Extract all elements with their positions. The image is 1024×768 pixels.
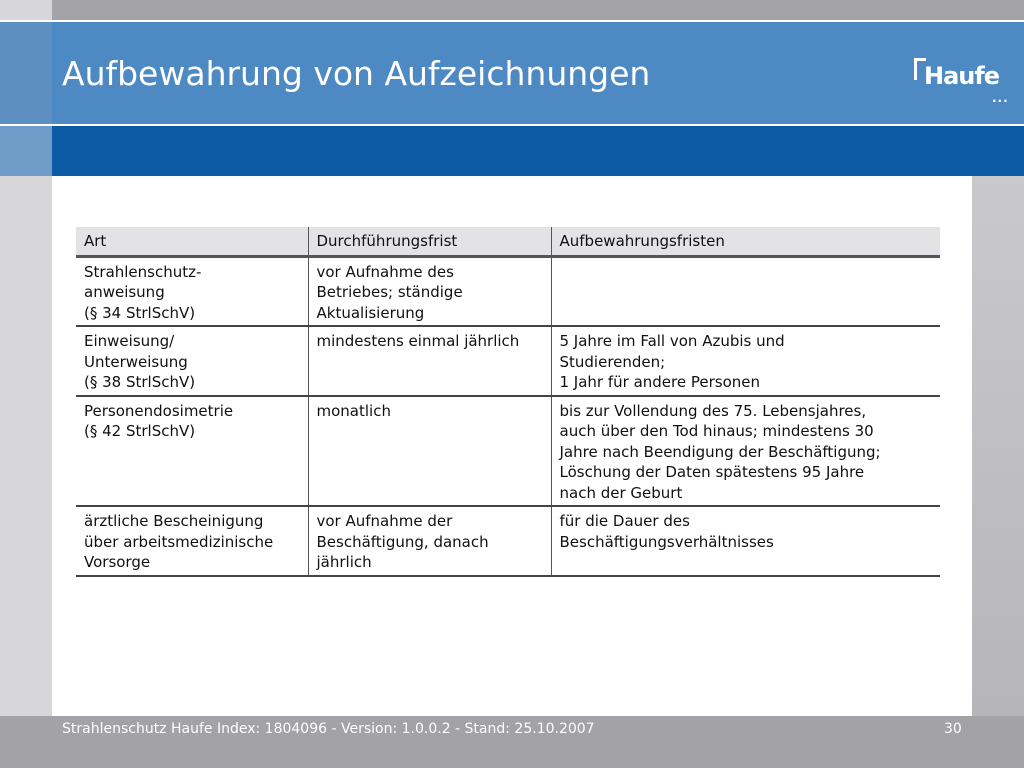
cell-art [76, 256, 308, 326]
haufe-logo [914, 58, 1014, 104]
cell-line: Beschäftigungsverhältnisses [559, 532, 774, 551]
slide-title: Aufbewahrung von Aufzeichnungen [62, 54, 651, 93]
cell-line: 5 Jahre im Fall von Azubis und [559, 332, 785, 350]
table-row [76, 256, 940, 326]
page-number: 30 [944, 721, 962, 737]
cell-line: jährlich [316, 553, 372, 571]
cell-durchfuehrungsfrist [308, 256, 551, 326]
retention-table [76, 227, 940, 577]
cell-line: für die Dauer des [559, 512, 690, 530]
cell-line: Aktualisierung [316, 303, 425, 322]
cell-line: nach der Geburt [559, 483, 683, 502]
cell-art [76, 506, 308, 576]
cell-line: (§ 38 StrlSchV) [84, 373, 196, 391]
cell-durchfuehrungsfrist [308, 396, 551, 507]
cell-line: Strahlenschutz- [84, 262, 202, 281]
header-aufbewahrungsfristen: Aufbewahrungsfristen [551, 227, 940, 256]
cell-line: Unterweisung [84, 352, 188, 371]
cell-line: Beschäftigung, danach [316, 532, 489, 551]
cell-line: ärztliche Bescheinigung [84, 512, 264, 530]
cell-line: Personendosimetrie [84, 401, 234, 420]
header-accent [0, 20, 52, 126]
cell-durchfuehrungsfrist [308, 326, 551, 396]
cell-line: mindestens einmal jährlich [316, 332, 520, 350]
cell-line: auch über den Tod hinaus; mindestens 30 [559, 422, 874, 440]
slide-content [52, 176, 972, 716]
cell-line: vor Aufnahme der [316, 512, 453, 530]
cell-line: 1 Jahr für andere Personen [559, 373, 761, 391]
header-art: Art [76, 227, 308, 256]
background-top-strip [52, 0, 1024, 20]
background-right-panel [972, 176, 1024, 716]
cell-line: Löschung der Daten spätestens 95 Jahre [559, 463, 865, 481]
cell-line: Einweisung/ [84, 332, 175, 350]
cell-line: (§ 34 StrlSchV) [84, 303, 196, 322]
cell-aufbewahrungsfristen [551, 256, 940, 326]
cell-art [76, 396, 308, 507]
table-header-row [76, 227, 940, 256]
table-row [76, 396, 940, 507]
cell-durchfuehrungsfrist [308, 506, 551, 576]
cell-line: monatlich [316, 401, 391, 420]
cell-line: über arbeitsmedizinische [84, 532, 274, 551]
cell-aufbewahrungsfristen [551, 396, 940, 507]
cell-line: vor Aufnahme des [316, 262, 454, 281]
cell-line: (§ 42 StrlSchV) [84, 422, 196, 440]
cell-line: bis zur Vollendung des 75. Lebensjahres, [559, 401, 867, 420]
cell-line: Betriebes; ständige [316, 283, 463, 301]
table-row [76, 326, 940, 396]
cell-line: Vorsorge [84, 553, 151, 571]
cell-art [76, 326, 308, 396]
cell-aufbewahrungsfristen [551, 326, 940, 396]
cell-line: Jahre nach Beendigung der Beschäftigung; [559, 442, 881, 461]
footer-text: Strahlenschutz Haufe Index: 1804096 - Version: 1.0.0.2 - Stand: 25.10.2007 [62, 721, 595, 737]
cell-line: Studierenden; [559, 352, 666, 371]
cell-line: anweisung [84, 283, 165, 301]
logo-dots: ... [992, 91, 1009, 105]
subheader-accent [0, 126, 52, 176]
table-row [76, 506, 940, 576]
cell-aufbewahrungsfristen [551, 506, 940, 576]
subheader-band [52, 126, 1024, 176]
header-durchfuehrungsfrist: Durchführungsfrist [308, 227, 551, 256]
logo-text: Haufe [924, 62, 1000, 90]
